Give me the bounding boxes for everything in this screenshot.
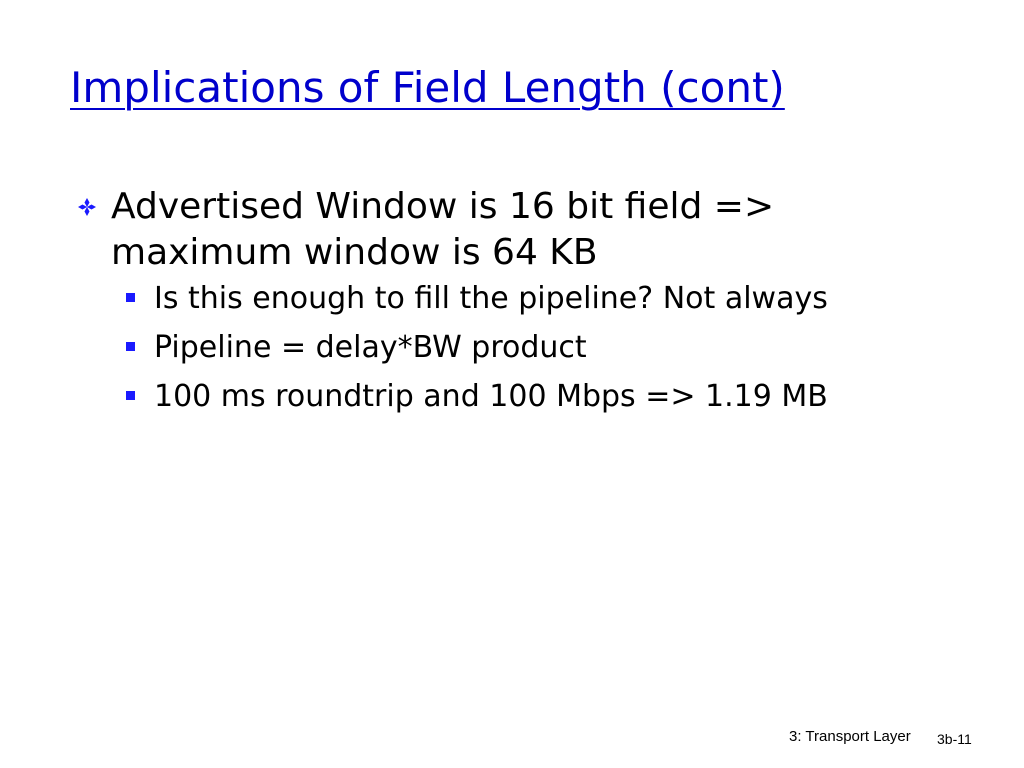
square-bullet-icon <box>126 293 135 302</box>
bullet-item <box>78 184 938 276</box>
square-bullet-icon <box>126 391 135 400</box>
sub-bullet-item <box>126 329 874 367</box>
slide-content <box>78 184 938 427</box>
footer-page-number: 3b-11 <box>937 731 972 747</box>
sub-bullet-text: Pipeline = delay*BW product <box>154 330 587 365</box>
square-bullet-icon <box>126 342 135 351</box>
sub-bullet-text: Is this enough to fill the pipeline? Not always <box>154 281 828 316</box>
sub-bullet-item <box>126 280 874 318</box>
bullet-text: Advertised Window is 16 bit field => maximum window is 64 KB <box>111 186 775 273</box>
sub-bullet-list <box>126 280 938 416</box>
sub-bullet-item <box>126 378 874 416</box>
footer-chapter-label: 3: Transport Layer <box>789 728 911 745</box>
sub-bullet-text: 100 ms roundtrip and 100 Mbps => 1.19 MB <box>154 379 828 414</box>
slide-title: Implications of Field Length (cont) <box>70 63 785 112</box>
diamond-bullet-icon <box>78 198 96 216</box>
